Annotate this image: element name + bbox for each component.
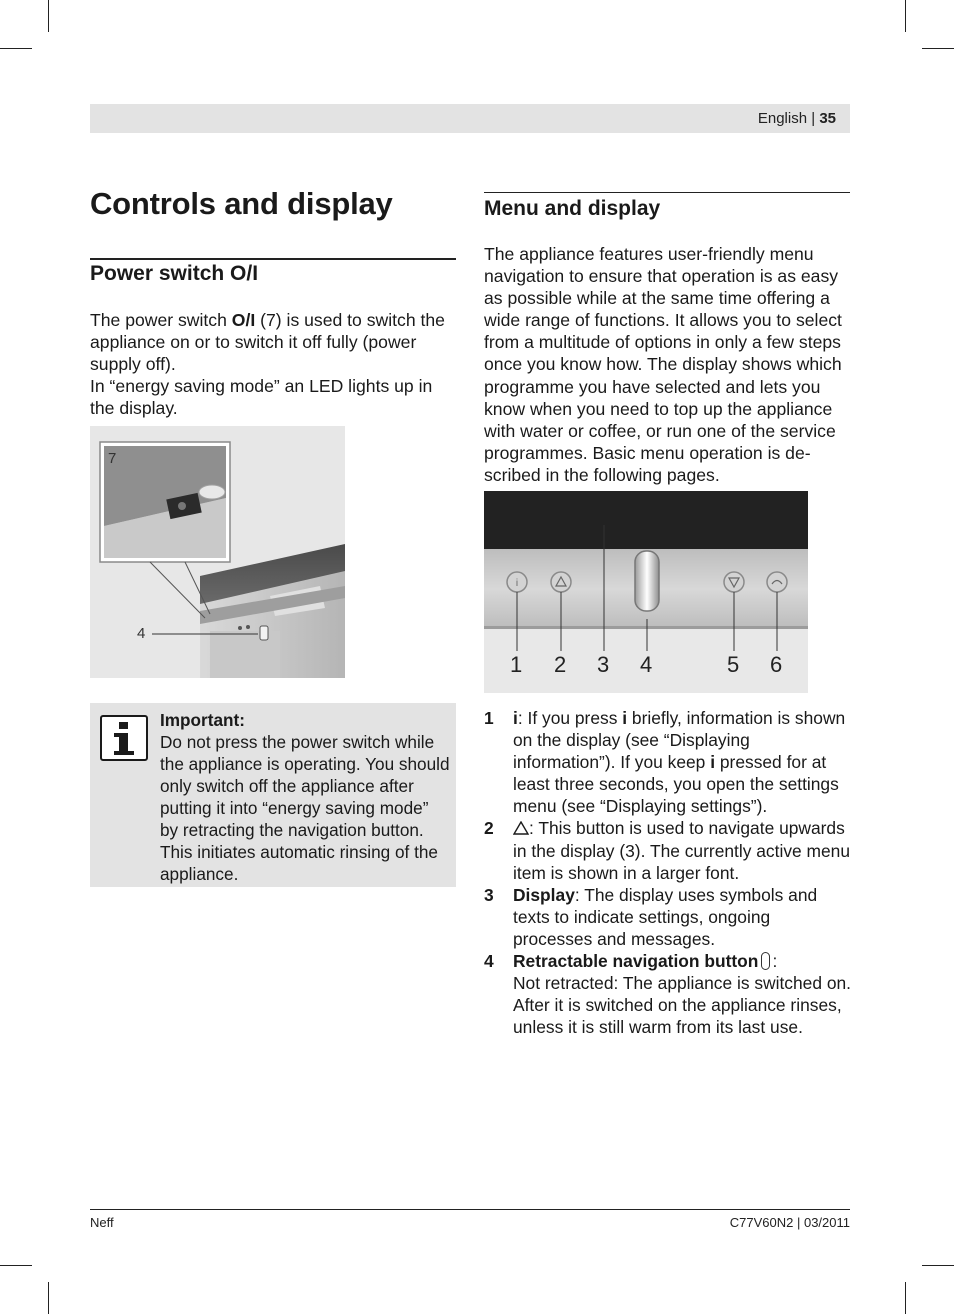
item-text: Not retracted: The appliance is switched on. After it is switched on the appliance rinses, unless it is still warm from its last use. — [513, 973, 852, 1038]
header-separator: | — [811, 110, 816, 127]
list-item — [484, 817, 854, 883]
figure-label-4: 4 — [640, 652, 653, 677]
item-text: : The display uses symbols and texts to indicate settings, ongoing processes and messages. — [513, 884, 818, 949]
control-panel-figure — [484, 491, 808, 693]
section-rule — [484, 192, 850, 193]
footer-brand: Neff — [90, 1215, 114, 1230]
item-lead: Retractable navigation button — [513, 951, 759, 972]
page-header-text — [758, 110, 836, 127]
menu-display-paragraph: The appliance features user-friendly menu navigation to ensure that operation is as easy as possible while at the same time offering a wide range of functions. It allows you to select from a multitude of options in only a few steps once you know how. The display shows which programme you have selected and lets you know when you need to top up the appliance with water or coffee, or run one of the service programmes. Basic menu operation is described in the following pages. — [484, 244, 842, 485]
note-body: Do not press the power switch while the appliance is operating. You should only switch off the appliance after putting it into “energy saving mode” by retracting the navigation button. This initiates automatic rinsing of the appliance. — [160, 732, 450, 884]
down-button — [724, 572, 744, 592]
page-title: Controls and display — [90, 186, 393, 221]
item-number: 2 — [484, 818, 494, 839]
page-header — [90, 104, 850, 133]
power-switch-figure — [90, 426, 345, 678]
item-number: 1 — [484, 708, 494, 728]
power-switch-text: (7) is used to switch the appliance on or to switch it off fully (power supply off). — [90, 310, 445, 375]
list-item — [484, 950, 854, 1038]
figure-label-1: 1 — [510, 652, 523, 677]
item-bold: i — [710, 752, 716, 773]
power-switch-text: The power switch — [90, 310, 232, 330]
controls-list — [484, 707, 854, 1038]
figure-label-7: 7 — [108, 450, 117, 467]
crop-mark — [922, 48, 954, 49]
figure-label-6: 6 — [770, 652, 783, 677]
crop-mark — [922, 1265, 954, 1266]
page-number: 35 — [819, 110, 836, 127]
crop-mark — [905, 1282, 906, 1314]
item-lead: Display — [513, 884, 575, 905]
footer-model: C77V60N2 | 03/2011 — [729, 1215, 850, 1230]
info-button — [507, 572, 527, 592]
header-language: English — [757, 110, 808, 127]
item-text: : This button is used to navigate upwards in the display (3). The currently active menu item is shown in a larger font. — [513, 818, 851, 883]
item-text: : If you press — [517, 708, 623, 728]
crop-mark — [48, 1282, 49, 1314]
list-item — [484, 707, 854, 817]
menu-display-heading: Menu and display — [484, 197, 661, 220]
power-switch-heading: Power switch O/I — [90, 262, 259, 285]
item-number: 3 — [484, 884, 494, 905]
item-colon: : — [772, 951, 778, 972]
footer-rule — [90, 1209, 850, 1210]
crop-mark — [0, 48, 32, 49]
item-bold: i — [622, 708, 628, 728]
figure-label-3: 3 — [597, 652, 610, 677]
power-switch-symbol: O/I — [231, 310, 256, 330]
section-rule — [90, 258, 456, 260]
energy-saving-text: In “energy saving mode” an LED lights up in the display. — [90, 376, 433, 419]
crop-mark — [0, 1265, 32, 1266]
up-button — [551, 572, 571, 592]
figure-label-5: 5 — [727, 652, 740, 677]
power-switch-paragraph — [90, 309, 456, 419]
navigation-knob — [635, 551, 659, 611]
figure-label-2: 2 — [554, 652, 567, 677]
back-button — [767, 572, 787, 592]
figure-label-4: 4 — [137, 625, 146, 642]
item-lead: i — [513, 708, 518, 728]
item-text: pressed for at least three seconds, you open the settings menu (see “Displaying settings”). — [513, 752, 839, 817]
list-item — [484, 884, 854, 950]
note-title: Important: — [160, 710, 245, 730]
item-number: 4 — [484, 951, 494, 972]
crop-mark — [905, 0, 906, 32]
navigation-button-icon — [761, 952, 770, 970]
crop-mark — [48, 0, 49, 32]
up-triangle-icon — [513, 821, 529, 835]
info-icon — [100, 715, 148, 761]
important-note — [90, 703, 456, 887]
power-switch-illustration — [90, 426, 345, 678]
svg-text:i: i — [515, 578, 519, 589]
item-text: briefly, information is shown on the display (see “Displaying information”). If you keep — [513, 708, 846, 773]
